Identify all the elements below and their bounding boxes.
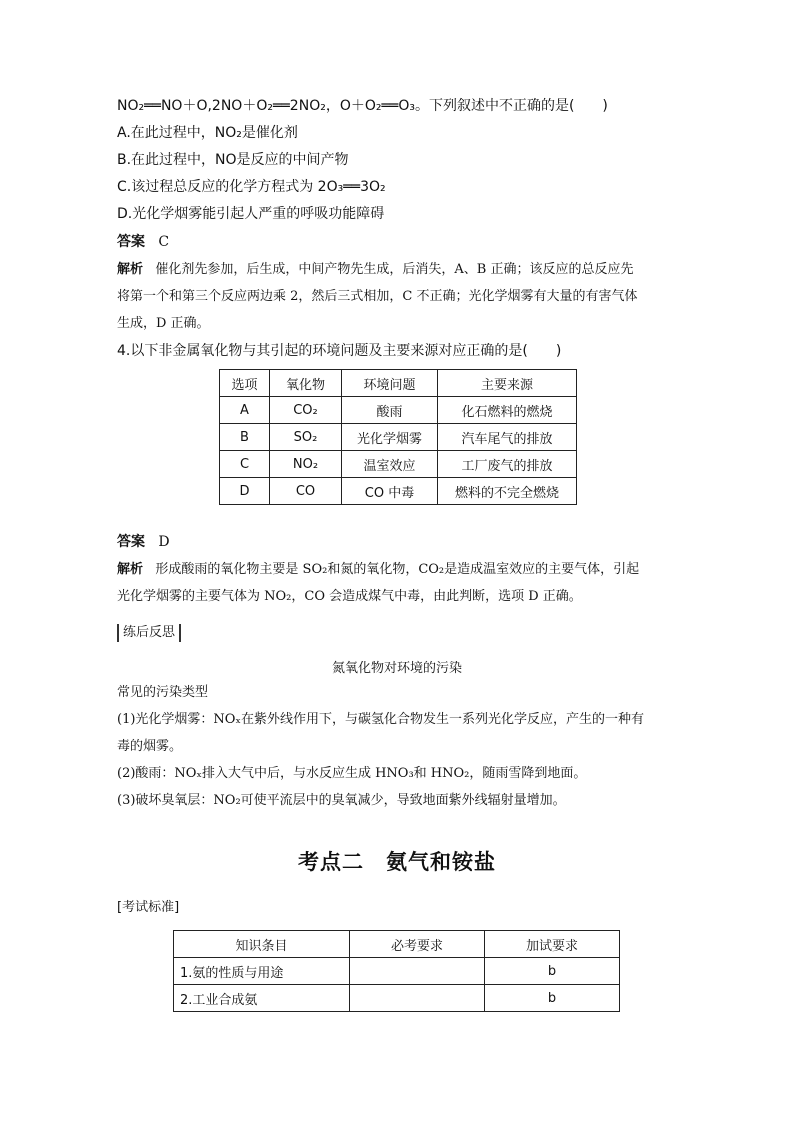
q3-option-d: D.光化学烟雾能引起人严重的呼吸功能障碍 (117, 206, 385, 222)
q4-analysis-line-1 (117, 561, 639, 579)
table-cell: 汽车尾气的排放 (438, 424, 577, 451)
table-header-cell: 氧化物 (270, 370, 342, 397)
table-header-cell: 环境问题 (342, 370, 438, 397)
answer-value: C (158, 234, 170, 250)
answer-value: D (158, 534, 170, 550)
table-cell (350, 958, 485, 985)
q3-equation-line: NO₂══NO＋O,2NO＋O₂══2NO₂，O＋O₂══O₃。下列叙述中不正确的是( ) (117, 98, 608, 114)
analysis-label: 解析 (117, 262, 144, 277)
table-cell: NO₂ (270, 451, 342, 478)
reflection-item-1-line-1: (1)光化学烟雾：NOₓ在紫外线作用下，与碳氢化合物发生一系列光化学反应，产生的一种有 (117, 712, 644, 727)
exam-standard-label: [考试标准] (117, 900, 180, 915)
q4-stem: 4.以下非金属氧化物与其引起的环境问题及主要来源对应正确的是( ) (117, 343, 562, 359)
q3-analysis-line-3: 生成，D 正确。 (117, 316, 210, 331)
q4-table (219, 369, 577, 505)
table-cell: SO₂ (270, 424, 342, 451)
table-cell: 化石燃料的燃烧 (438, 397, 577, 424)
answer-label: 答案 (117, 234, 145, 250)
table-cell: 1.氨的性质与用途 (174, 958, 350, 985)
table-cell: 工厂废气的排放 (438, 451, 577, 478)
table-cell (350, 985, 485, 1012)
table-cell: A (220, 397, 270, 424)
q3-option-c: C.该过程总反应的化学方程式为 2O₃══3O₂ (117, 179, 386, 195)
exam-standard-table (173, 930, 620, 1012)
table-row (220, 451, 577, 478)
table-cell: 光化学烟雾 (342, 424, 438, 451)
table-row (174, 958, 620, 985)
section-title: 考点二 氨气和铵盐 (298, 849, 496, 874)
q3-option-a: A.在此过程中，NO₂是催化剂 (117, 125, 298, 141)
table-cell: CO (270, 478, 342, 505)
q3-analysis-line-2: 将第一个和第三个反应两边乘 2，然后三式相加，C 不正确；光化学烟雾有大量的有害气体 (117, 289, 638, 304)
table-cell: C (220, 451, 270, 478)
table-cell: 温室效应 (342, 451, 438, 478)
table-header-cell: 加试要求 (485, 931, 620, 958)
table-cell: 燃料的不完全燃烧 (438, 478, 577, 505)
analysis-text: 催化剂先参加，后生成，中间产物先生成，后消失，A、B 正确；该反应的总反应先 (155, 262, 634, 277)
table-header-cell: 主要来源 (438, 370, 577, 397)
answer-label: 答案 (117, 534, 145, 550)
reflection-subheading: 常见的污染类型 (117, 685, 209, 700)
reflection-box-label: 练后反思 (117, 624, 181, 642)
table-header-cell: 知识条目 (174, 931, 350, 958)
reflection-item-1-line-2: 毒的烟雾。 (117, 739, 183, 754)
q3-answer (117, 233, 169, 251)
table-cell: D (220, 478, 270, 505)
q4-analysis-line-2: 光化学烟雾的主要气体为 NO₂，CO 会造成煤气中毒，由此判断，选项 D 正确。 (117, 589, 582, 604)
reflection-item-2: (2)酸雨：NOₓ排入大气中后，与水反应生成 HNO₃和 HNO₂，随雨雪降到地面。 (117, 766, 587, 781)
reflection-heading: 氮氧化物对环境的污染 (331, 661, 462, 676)
table-row (220, 424, 577, 451)
table-header-row (174, 931, 620, 958)
table-cell: 酸雨 (342, 397, 438, 424)
analysis-text: 形成酸雨的氧化物主要是 SO₂和氮的氧化物，CO₂是造成温室效应的主要气体，引起 (155, 562, 640, 577)
table-header-cell: 必考要求 (350, 931, 485, 958)
table-cell: CO 中毒 (342, 478, 438, 505)
q3-analysis-line-1 (117, 261, 634, 279)
table-cell: 2.工业合成氨 (174, 985, 350, 1012)
table-header-cell: 选项 (220, 370, 270, 397)
table-cell: B (220, 424, 270, 451)
analysis-label: 解析 (117, 562, 144, 577)
q4-answer (117, 533, 170, 551)
table-header-row (220, 370, 577, 397)
table-cell: CO₂ (270, 397, 342, 424)
table-cell: b (485, 985, 620, 1012)
table-row (174, 985, 620, 1012)
q3-option-b: B.在此过程中，NO是反应的中间产物 (117, 152, 349, 168)
reflection-item-3: (3)破坏臭氧层：NO₂可使平流层中的臭氧减少，导致地面紫外线辐射量增加。 (117, 793, 566, 808)
table-row (220, 397, 577, 424)
table-cell: b (485, 958, 620, 985)
table-row (220, 478, 577, 505)
